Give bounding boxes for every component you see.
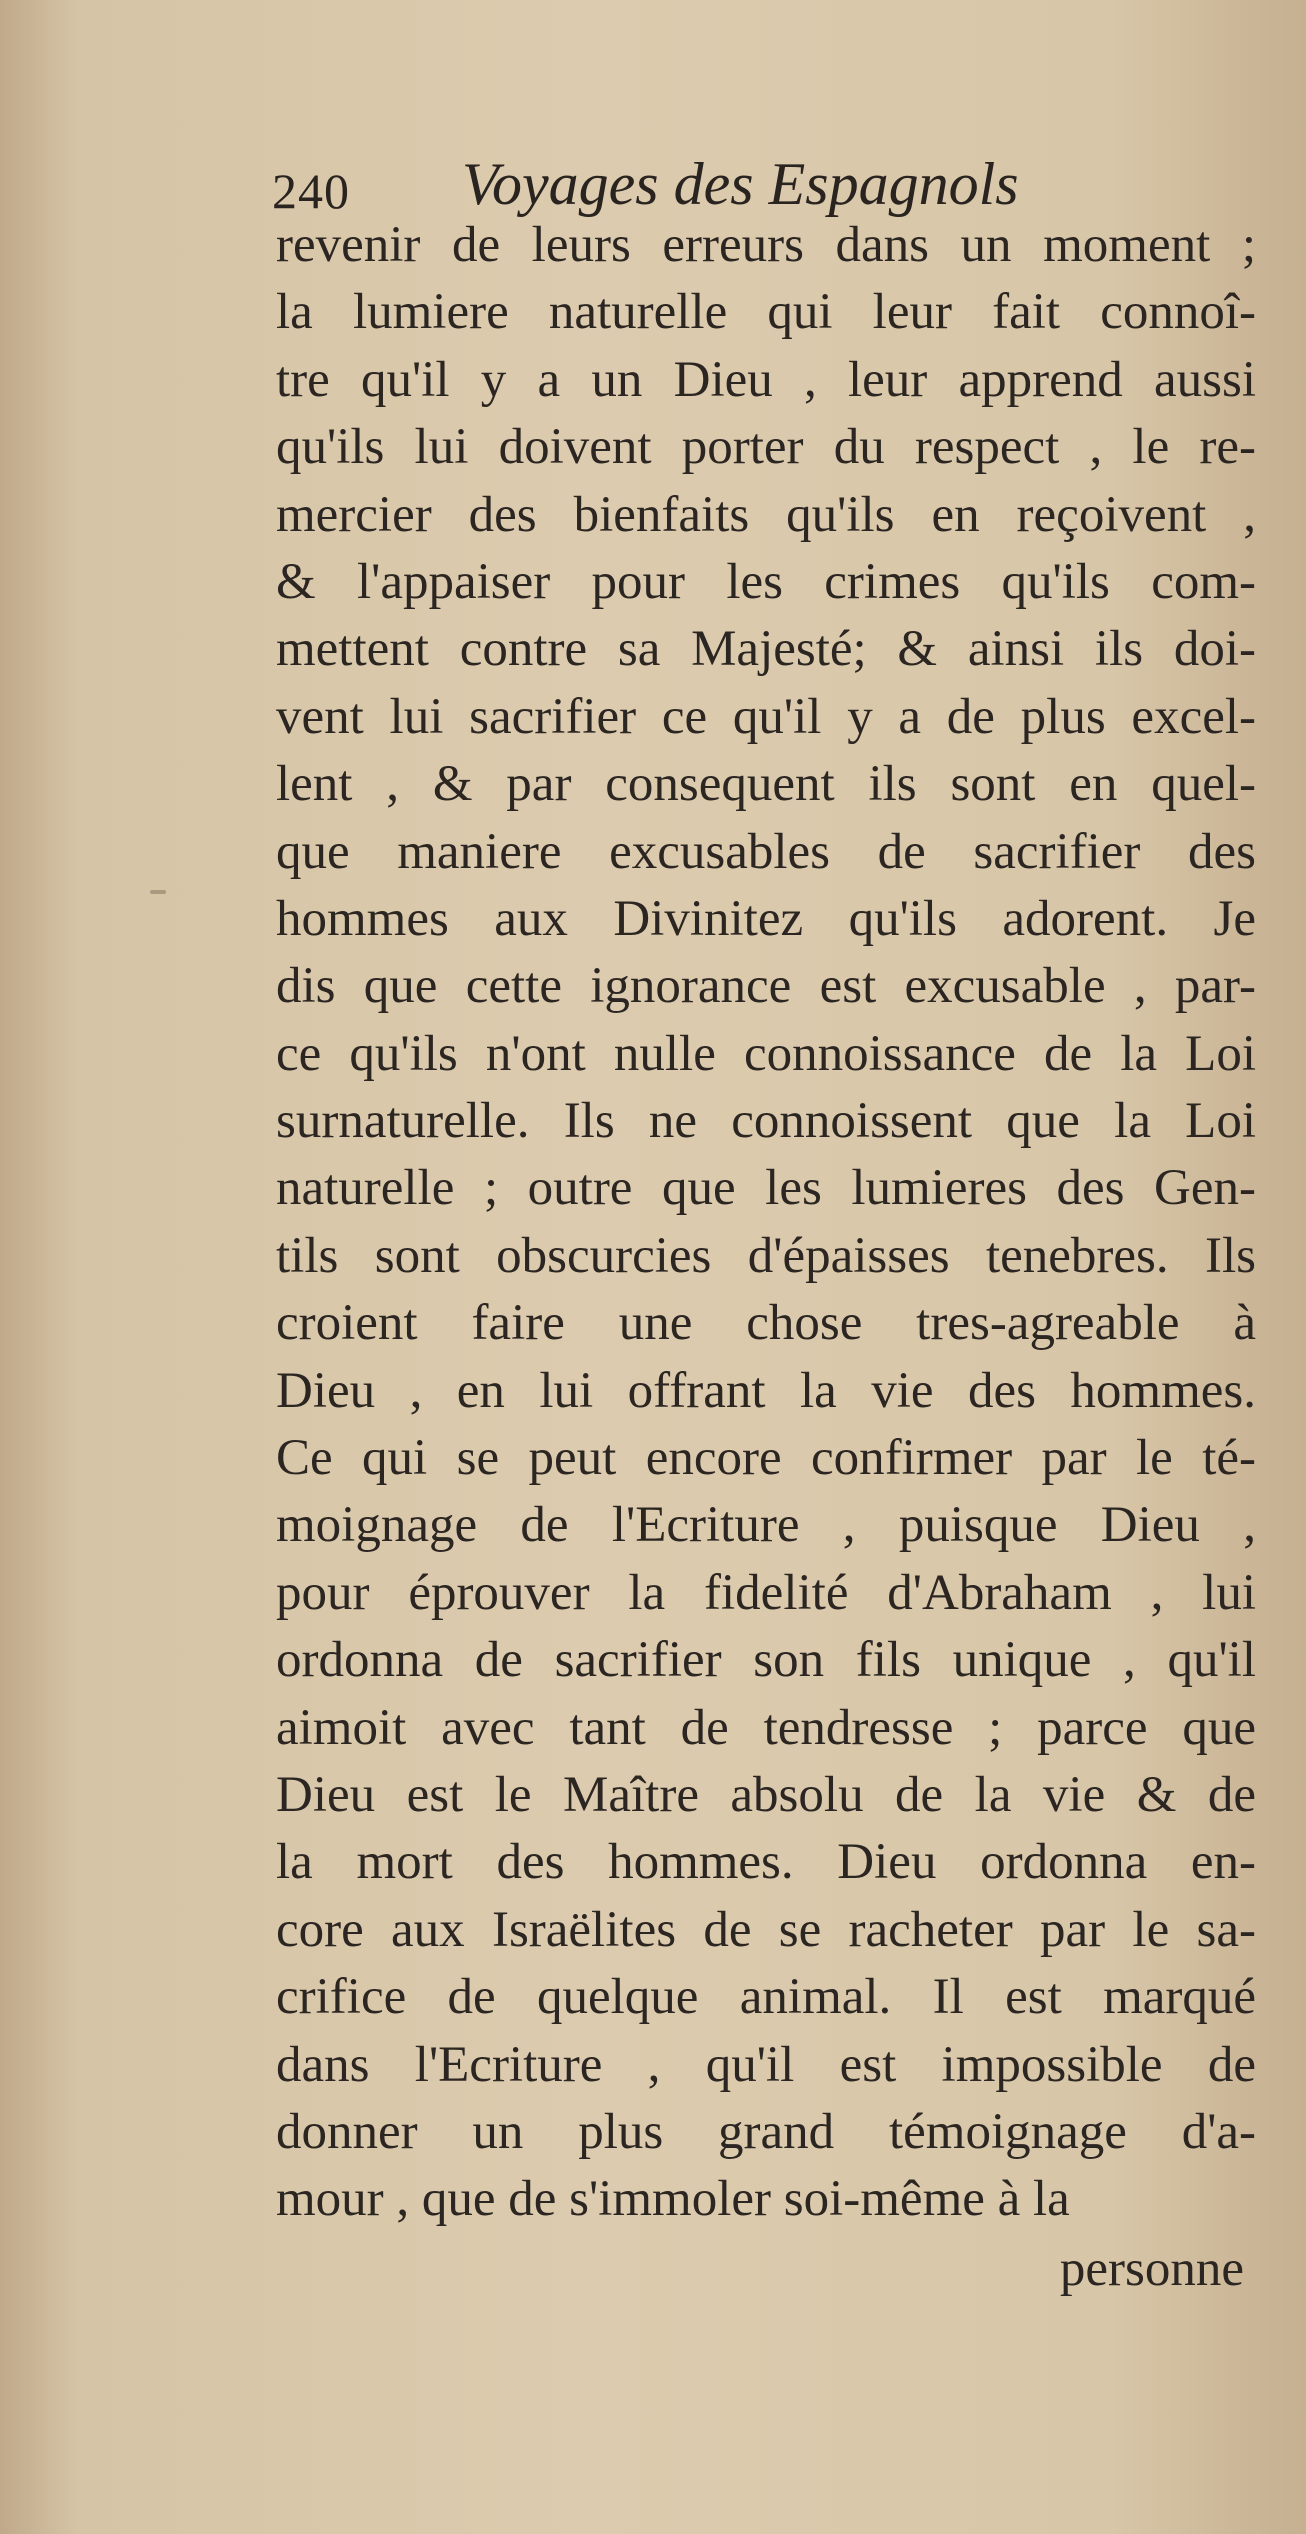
text-line: la lumiere naturelle qui leur fait connoî- [276, 284, 1256, 341]
text-line: lent , & par consequent ils sont en quel- [276, 756, 1256, 813]
text-line: moignage de l'Ecriture , puisque Dieu , [276, 1497, 1256, 1554]
text-line: que maniere excusables de sacrifier des [276, 823, 1256, 880]
text-line: tils sont obscurcies d'épaisses tenebres. Ils [276, 1227, 1256, 1284]
text-line: crifice de quelque animal. Il est marqué [276, 1969, 1256, 2026]
text-line: naturelle ; outre que les lumieres des Gen- [276, 1160, 1256, 1217]
text-line: croient faire une chose tres-agreable à [276, 1295, 1256, 1352]
text-line: ordonna de sacrifier son fils unique , qu'il [276, 1632, 1256, 1689]
page-header [272, 150, 1272, 220]
text-line: hommes aux Divinitez qu'ils adorent. Je [276, 890, 1256, 947]
running-title: Voyages des Espagnols [462, 151, 1019, 217]
text-line: surnaturelle. Ils ne connoissent que la Loi [276, 1093, 1256, 1150]
text-line: core aux Israëlites de se racheter par le sa- [276, 1901, 1256, 1958]
text-line: donner un plus grand témoignage d'a- [276, 2103, 1256, 2160]
margin-mark [150, 890, 166, 894]
text-line: Ce qui se peut encore confirmer par le té- [276, 1430, 1256, 1487]
text-line: qu'ils lui doivent porter du respect , le re- [276, 419, 1256, 476]
text-line: dans l'Ecriture , qu'il est impossible de [276, 2036, 1256, 2093]
text-line: dis que cette ignorance est excusable , par- [276, 958, 1256, 1015]
text-line: mettent contre sa Majesté; & ainsi ils doi- [276, 621, 1256, 678]
body-text [276, 212, 1256, 2234]
text-line: tre qu'il y a un Dieu , leur apprend aussi [276, 351, 1256, 408]
text-line: la mort des hommes. Dieu ordonna en- [276, 1834, 1256, 1891]
catchword: personne [1059, 2241, 1244, 2297]
text-line: Dieu , en lui offrant la vie des hommes. [276, 1362, 1256, 1419]
text-line: mercier des bienfaits qu'ils en reçoivent , [276, 486, 1256, 543]
text-line: Dieu est le Maître absolu de la vie & de [276, 1766, 1256, 1823]
text-line: & l'appaiser pour les crimes qu'ils com- [276, 553, 1256, 610]
text-line: pour éprouver la fidelité d'Abraham , lui [276, 1564, 1256, 1621]
text-line: aimoit avec tant de tendresse ; parce que [276, 1699, 1256, 1756]
text-line: revenir de leurs erreurs dans un moment ; [276, 217, 1256, 273]
page-number: 240 [272, 163, 350, 219]
text-line: ce qu'ils n'ont nulle connoissance de la Loi [276, 1025, 1256, 1082]
text-line: vent lui sacrifier ce qu'il y a de plus excel- [276, 688, 1256, 745]
text-line: mour , que de s'immoler soi-même à la [276, 2171, 1070, 2228]
